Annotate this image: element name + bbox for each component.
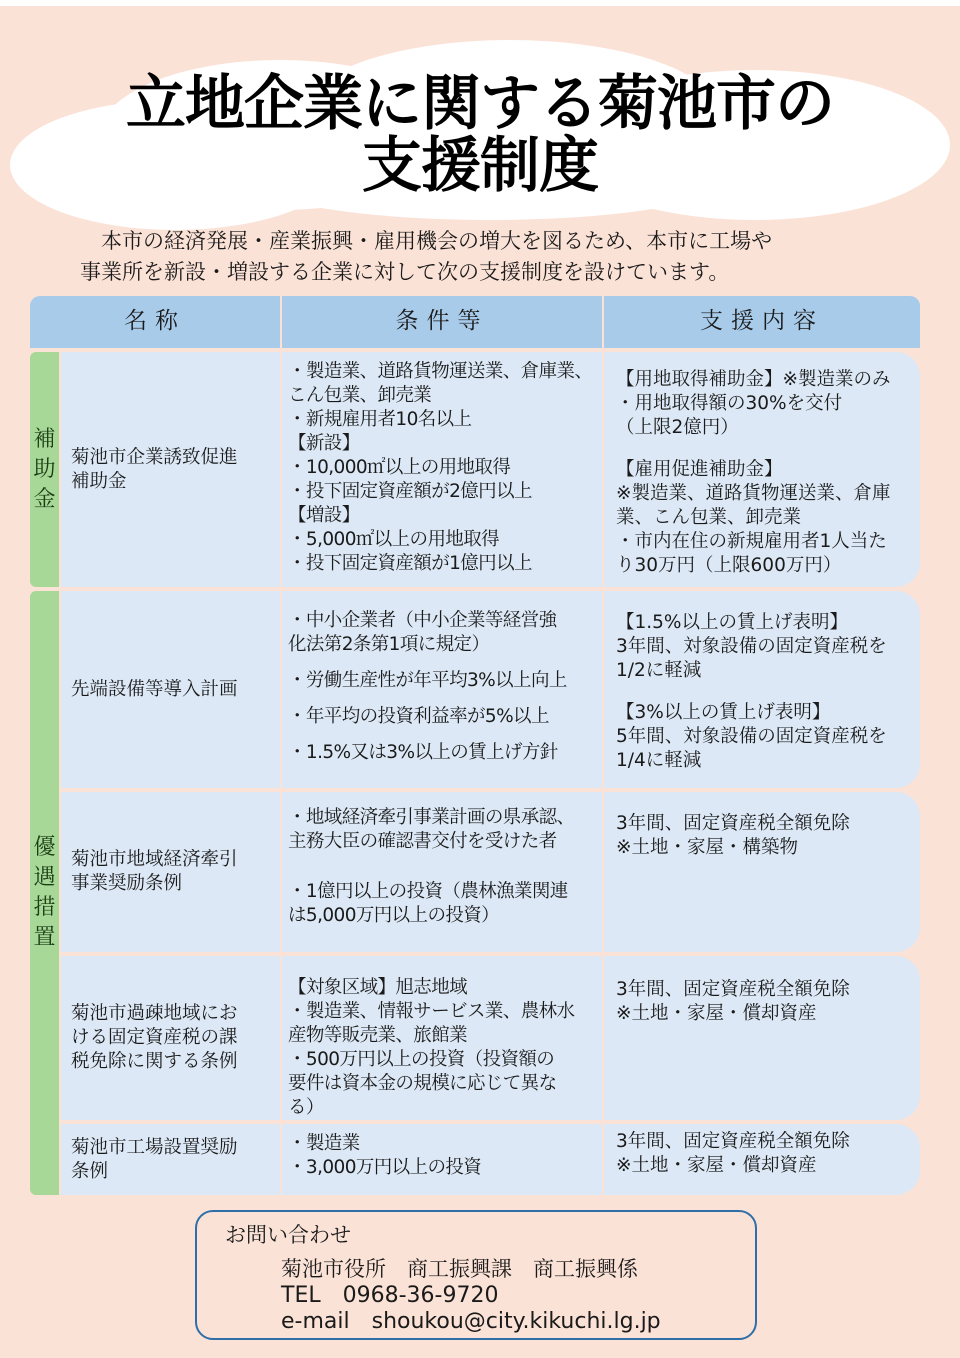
row-conditions-cell <box>282 591 602 788</box>
row-name: 菊池市過疎地域にお ける固定資産税の課 税免除に関する条例 <box>71 1003 238 1072</box>
header-support: 支援内容 <box>604 296 920 348</box>
row-name-cell <box>61 792 280 952</box>
row-name-cell <box>61 591 280 788</box>
row-support-cell <box>604 956 920 1120</box>
condition-item: 【対象区域】旭志地域 ・製造業、情報サービス業、農林水 産物等販売業、旅館業 ・500万円以上の投資（投資額の 要件は資本金の規模に応じて異な る） <box>288 977 575 1118</box>
row-conditions-cell <box>282 792 602 952</box>
support-item: 3年間、固定資産税全額免除 ※土地・家屋・償却資産 <box>616 979 850 1024</box>
row-conditions-cell <box>282 1124 602 1195</box>
contact-heading: お問い合わせ <box>225 1223 351 1247</box>
row-support-cell <box>604 1124 920 1195</box>
row-support-cell <box>604 352 920 587</box>
condition-item: ・1億円以上の投資（農林漁業関連 は5,000万円以上の投資） <box>288 881 568 926</box>
condition-item: ・製造業 ・3,000万円以上の投資 <box>288 1133 482 1178</box>
condition-item: ・製造業、道路貨物運送業、倉庫業、 こん包業、卸売業 ・新規雇用者10名以上 【新設】 ・10,000㎡以上の用地取得 ・投下固定資産額が2億円以上 【増設】 ・5,000㎡以上の用地取得 ・投下固定資産額が1億円以上 <box>288 361 593 574</box>
page-title-line2: 支援制度 <box>362 131 598 201</box>
contact-box <box>195 1210 757 1340</box>
row-support-cell <box>604 591 920 788</box>
row-name-cell <box>61 956 280 1120</box>
page-title: 立地企業に関する菊池市の <box>126 69 834 139</box>
support-item: 【用地取得補助金】※製造業のみ ・用地取得額の30%を交付 （上限2億円） <box>616 369 891 438</box>
header-conditions: 条件等 <box>282 296 602 348</box>
support-item: 【3%以上の賃上げ表明】 5年間、対象設備の固定資産税を 1/4に軽減 <box>616 702 887 771</box>
contact-tel: TEL 0968-36-9720 <box>281 1283 499 1308</box>
row-support-cell <box>604 792 920 952</box>
support-item: 3年間、固定資産税全額免除 ※土地・家屋・構築物 <box>616 813 850 858</box>
row-name: 菊池市企業誘致促進 補助金 <box>71 446 238 492</box>
header-name: 名称 <box>30 296 280 348</box>
contact-office: 菊池市役所 商工振興課 商工振興係 <box>281 1257 638 1281</box>
group-preferential: 優 遇 措 置 <box>30 591 59 1195</box>
condition-item: ・地域経済牽引事業計画の県承認、 主務大臣の確認書交付を受けた者 <box>288 807 575 852</box>
row-name: 菊池市工場設置奨励 条例 <box>71 1136 238 1182</box>
row-name: 先端設備等導入計画 <box>71 678 238 700</box>
row-name: 菊池市地域経済牽引 事業奨励条例 <box>71 849 238 894</box>
contact-email[interactable]: e-mail shoukou@city.kikuchi.lg.jp <box>281 1309 661 1334</box>
condition-item: ・1.5%又は3%以上の賃上げ方針 <box>288 742 558 763</box>
support-item: 3年間、固定資産税全額免除 ※土地・家屋・償却資産 <box>616 1131 850 1176</box>
condition-item: ・中小企業者（中小企業等経営強 化法第2条第1項に規定） <box>288 610 557 655</box>
support-item: 【雇用促進補助金】 ※製造業、道路貨物運送業、倉庫 業、こん包業、卸売業 ・市内在住の新規雇用者1人当た り30万円（上限600万円） <box>616 459 891 576</box>
condition-item: ・年平均の投資利益率が5%以上 <box>288 706 549 727</box>
row-name-cell <box>61 352 280 587</box>
support-item: 【1.5%以上の賃上げ表明】 3年間、対象設備の固定資産税を 1/2に軽減 <box>616 612 887 681</box>
row-conditions-cell <box>282 352 602 587</box>
intro-text: 本市の経済発展・産業振興・雇用機会の増大を図るため、本市に工場や 事業所を新設・増設する企業に対して次の支援制度を設けています。 <box>80 229 773 284</box>
condition-item: ・労働生産性が年平均3%以上向上 <box>288 670 567 691</box>
row-conditions-cell <box>282 956 602 1120</box>
row-name-cell <box>61 1124 280 1195</box>
group-subsidy: 補 助 金 <box>30 352 59 587</box>
